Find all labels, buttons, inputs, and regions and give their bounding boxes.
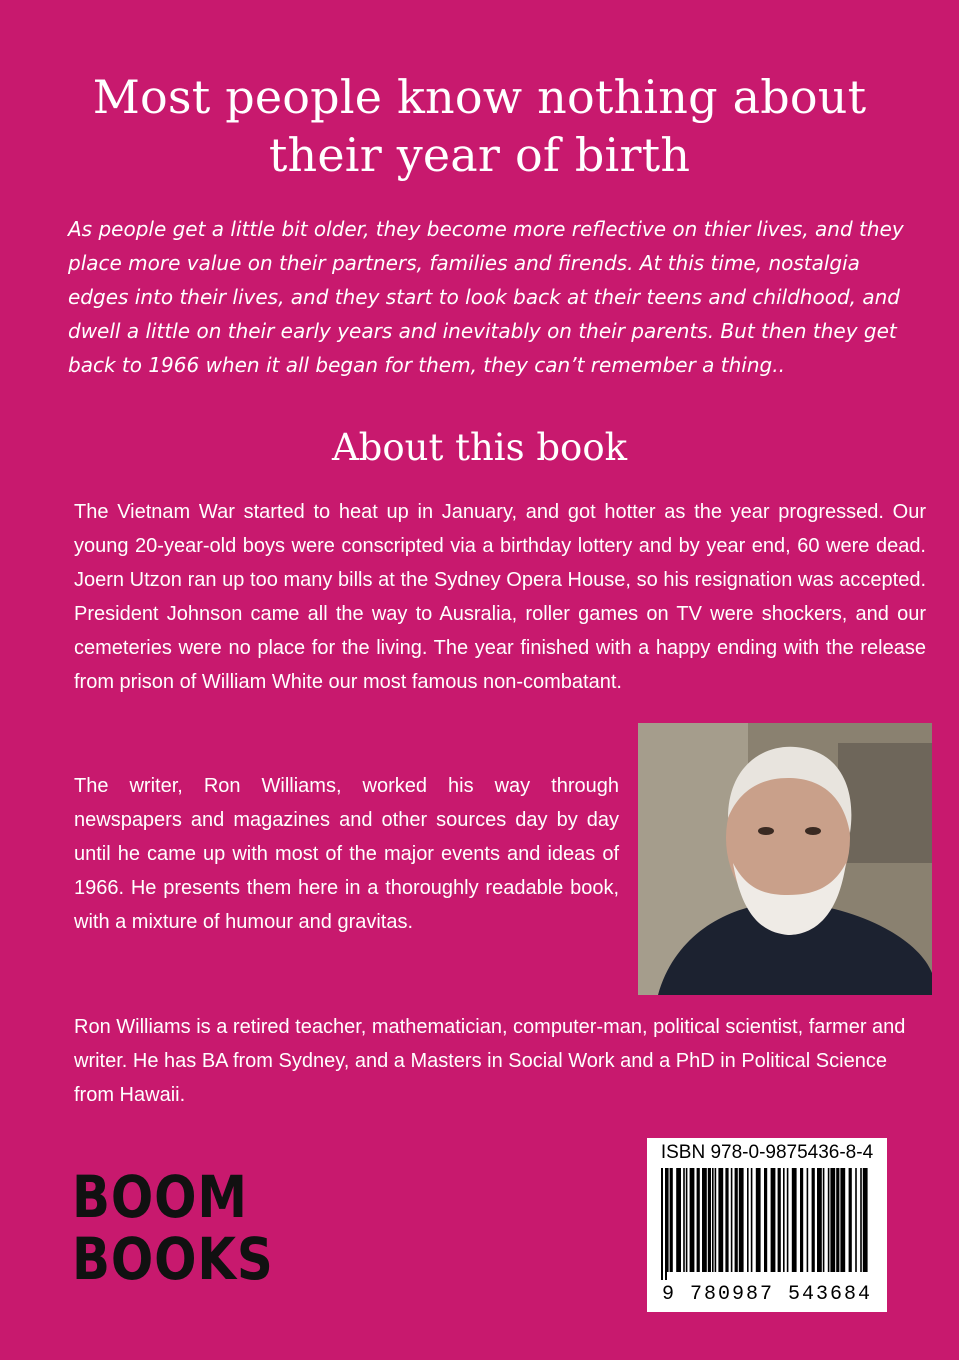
barcode-bar [676, 1168, 681, 1272]
barcode-bar [828, 1168, 830, 1272]
barcode-bar [712, 1168, 714, 1272]
about-heading: About this book [331, 426, 628, 469]
barcode-bar [665, 1168, 667, 1280]
barcode-bar [670, 1168, 673, 1272]
barcode-bar [735, 1168, 738, 1272]
barcode-bar [690, 1168, 695, 1272]
barcode-bar [787, 1168, 789, 1272]
barcode-bar [661, 1168, 663, 1280]
barcode-bar [855, 1168, 857, 1272]
barcode-bar [708, 1168, 711, 1272]
isbn-barcode [647, 1138, 887, 1312]
headline-line-2: their year of birth [268, 128, 691, 182]
barcode-bar [739, 1168, 744, 1272]
barcode-bar [863, 1168, 868, 1272]
author-photo [638, 723, 932, 995]
barcode-bar [800, 1168, 803, 1272]
barcode-bar [783, 1168, 785, 1272]
about-paragraph-1: The Vietnam War started to heat up in January, and got hotter as the year progressed. Our young 20-year-old boys were conscripted via a birthday lottery and by year end, 60 were dead. Joern Utzon ran up too many bills at the Sydney Opera House, so his resignation was accepted. President Johnson came all the way to Ausralia, roller games on TV were shockers, and our cemeteries were no place for the living. The year finished with a happy ending with the release from prison of William White our most famous non-combatant. [74, 501, 926, 693]
author-bio: Ron Williams is a retired teacher, mathematician, computer-man, political scientist, farmer and writer. He has BA from Sydney, and a Masters in Social Work and a PhD in Political Science from Hawaii. [74, 1016, 906, 1106]
barcode-bars [657, 1168, 877, 1280]
barcode-bar [830, 1168, 835, 1272]
barcode-bar [747, 1168, 749, 1272]
barcode-bar [686, 1168, 688, 1272]
about-paragraph-2: The writer, Ron Williams, worked his way through newspapers and magazines and other sources day by day until he came up with most of the major events and ideas of 1966. He presents them here in a thoroughly readable book, with a mixture of humour and gravitas. [74, 775, 619, 933]
barcode-bar [778, 1168, 781, 1272]
ean-digits: 9 780987 543684 [661, 1283, 873, 1306]
barcode-bar [823, 1168, 825, 1272]
barcode-bar [718, 1168, 723, 1272]
barcode-bar [697, 1168, 700, 1272]
barcode-bar [836, 1168, 839, 1272]
barcode-bar [667, 1168, 669, 1272]
barcode-bar [807, 1168, 809, 1272]
barcode-bar [764, 1168, 767, 1272]
isbn-label: ISBN 978-0-9875436-8-4 [660, 1142, 874, 1163]
barcode-bar [860, 1168, 862, 1272]
barcode-bar [792, 1168, 797, 1272]
barcode-bar [849, 1168, 852, 1272]
barcode-bar [840, 1168, 845, 1272]
barcode-bar [817, 1168, 822, 1272]
barcode-bar [756, 1168, 761, 1272]
barcode-bar [771, 1168, 776, 1272]
barcode-bar [683, 1168, 685, 1272]
barcode-bar [731, 1168, 733, 1272]
barcode-bar [812, 1168, 815, 1272]
barcode-bar [702, 1168, 707, 1272]
author-portrait-illustration [638, 723, 932, 995]
headline-line-1: Most people know nothing about [92, 70, 867, 124]
barcode-bar [751, 1168, 753, 1272]
intro-paragraph: As people get a little bit older, they become more reflective on thier lives, and they place more value on their partners, families and firends. At this time, nostalgia edges into their lives, and they start to look back at their teens and childhood, and dwell a little on their early years and inevitably on their parents. But then they get back to 1966 when it all began for them, they can’t remember a thing.. [68, 217, 904, 377]
barcode-bar [725, 1168, 728, 1272]
logo-line-2: BOOKS [72, 1225, 274, 1293]
boom-books-logo [72, 1163, 274, 1293]
barcode-bar [715, 1168, 717, 1272]
headline [40, 68, 919, 184]
logo-line-1: BOOM [72, 1163, 248, 1231]
